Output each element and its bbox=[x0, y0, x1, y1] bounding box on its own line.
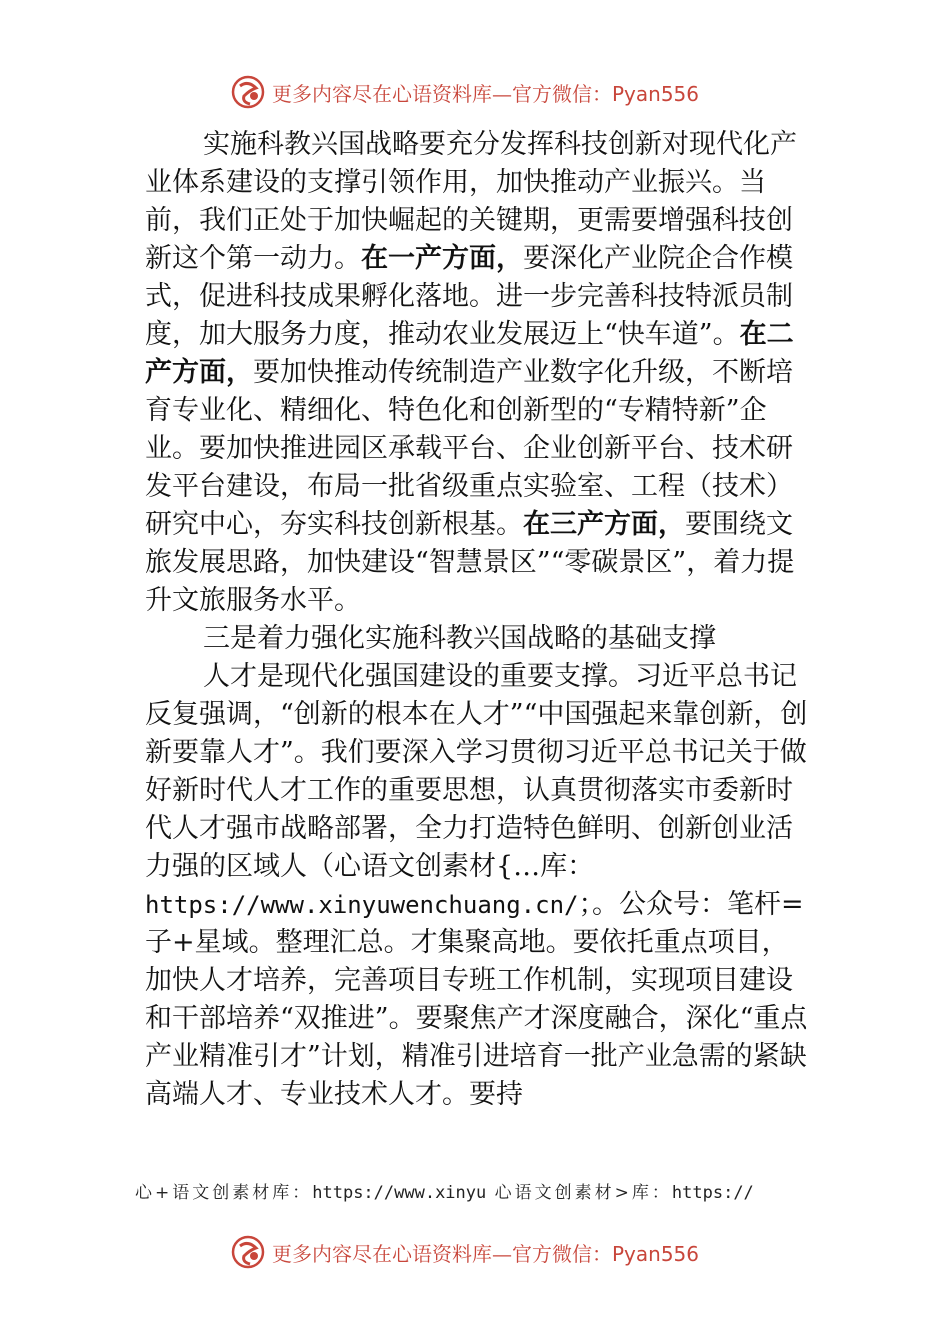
banner-text: 更多内容尽在心语资料库—官方微信： bbox=[272, 1241, 612, 1266]
paragraph-1 bbox=[145, 126, 810, 620]
logo-icon bbox=[230, 74, 266, 110]
document-body bbox=[145, 126, 810, 1114]
footer-banner bbox=[230, 1232, 699, 1272]
footer-url: https://www.xinyu bbox=[312, 1183, 487, 1203]
paragraph-2 bbox=[145, 658, 810, 1114]
text-run: 实施科教兴国战略要充分发挥科技创新对现代化产业体系建设的支撑引领作用，加快推动产业振兴。当前，我们正处于加快崛起的关键期，更需要增强科技创新这个第一动力。 bbox=[145, 129, 797, 274]
footer-watermark-line bbox=[135, 1178, 835, 1203]
banner-text: 更多内容尽在心语资料库—官方微信： bbox=[272, 81, 612, 106]
text-run: 要深化产业院企合作模式，促进科技成果孵化落地。进一步完善科技特派员制度，加大服务力度，推动农业发展迈上“快车道”。 bbox=[145, 243, 793, 350]
section-heading: 三是着力强化实施科教兴国战略的基础支撑 bbox=[203, 623, 716, 654]
text-run: 要加快推动传统制造产业数字化升级，不断培育专业化、精细化、特色化和创新型的“专精特新”企业。要加快推进园区承载平台、企业创新平台、技术研发平台建设，布局一批省级重点实验室、工程（技术）研究中心，夯实科技创新根基。 bbox=[145, 357, 793, 540]
bold-heading-secondary: 在二产方面， bbox=[145, 319, 794, 388]
text-run: 人才是现代化强国建设的重要支撑。习近平总书记反复强调，“创新的根本在人才”“中国强起来靠创新，创新要靠人才”。我们要深入学习贯彻习近平总书记关于做好新时代人才工作的重要思想，认真贯彻落实市委新时代人才强市战略部署，全力打造特色鲜明、创新创业活力强的区域人（心语文创素材{…库： bbox=[145, 661, 808, 882]
footer-url: https:// bbox=[671, 1183, 754, 1203]
text-run: 要围绕文旅发展思路，加快建设“智慧景区”“零碳景区”，着力提升文旅服务水平。 bbox=[145, 509, 795, 616]
header-banner bbox=[230, 72, 699, 112]
footer-text: 心+语文创素材库： bbox=[135, 1183, 313, 1203]
bold-heading-tertiary: 在三产方面， bbox=[523, 509, 685, 540]
logo-icon bbox=[230, 1234, 266, 1270]
bold-heading-primary: 在一产方面， bbox=[361, 243, 523, 274]
banner-wechat: Pyan556 bbox=[612, 1241, 700, 1266]
banner-wechat: Pyan556 bbox=[612, 81, 700, 106]
footer-text: 心语文创素材>库： bbox=[494, 1183, 672, 1203]
inline-url: https://www.xinyuwenchuang.cn/ bbox=[145, 891, 579, 919]
text-run: ；。公众号：笔杆=子+星域。整理汇总。才集聚高地。要依托重点项目，加快人才培养，完善项目专班工作机制，实现项目建设和干部培养“双推进”。要聚焦产才深度融合，深化“重点产业精准引才”计划，精准引进培育一批产业急需的紧缺高端人才、专业技术人才。要持 bbox=[145, 889, 808, 1110]
